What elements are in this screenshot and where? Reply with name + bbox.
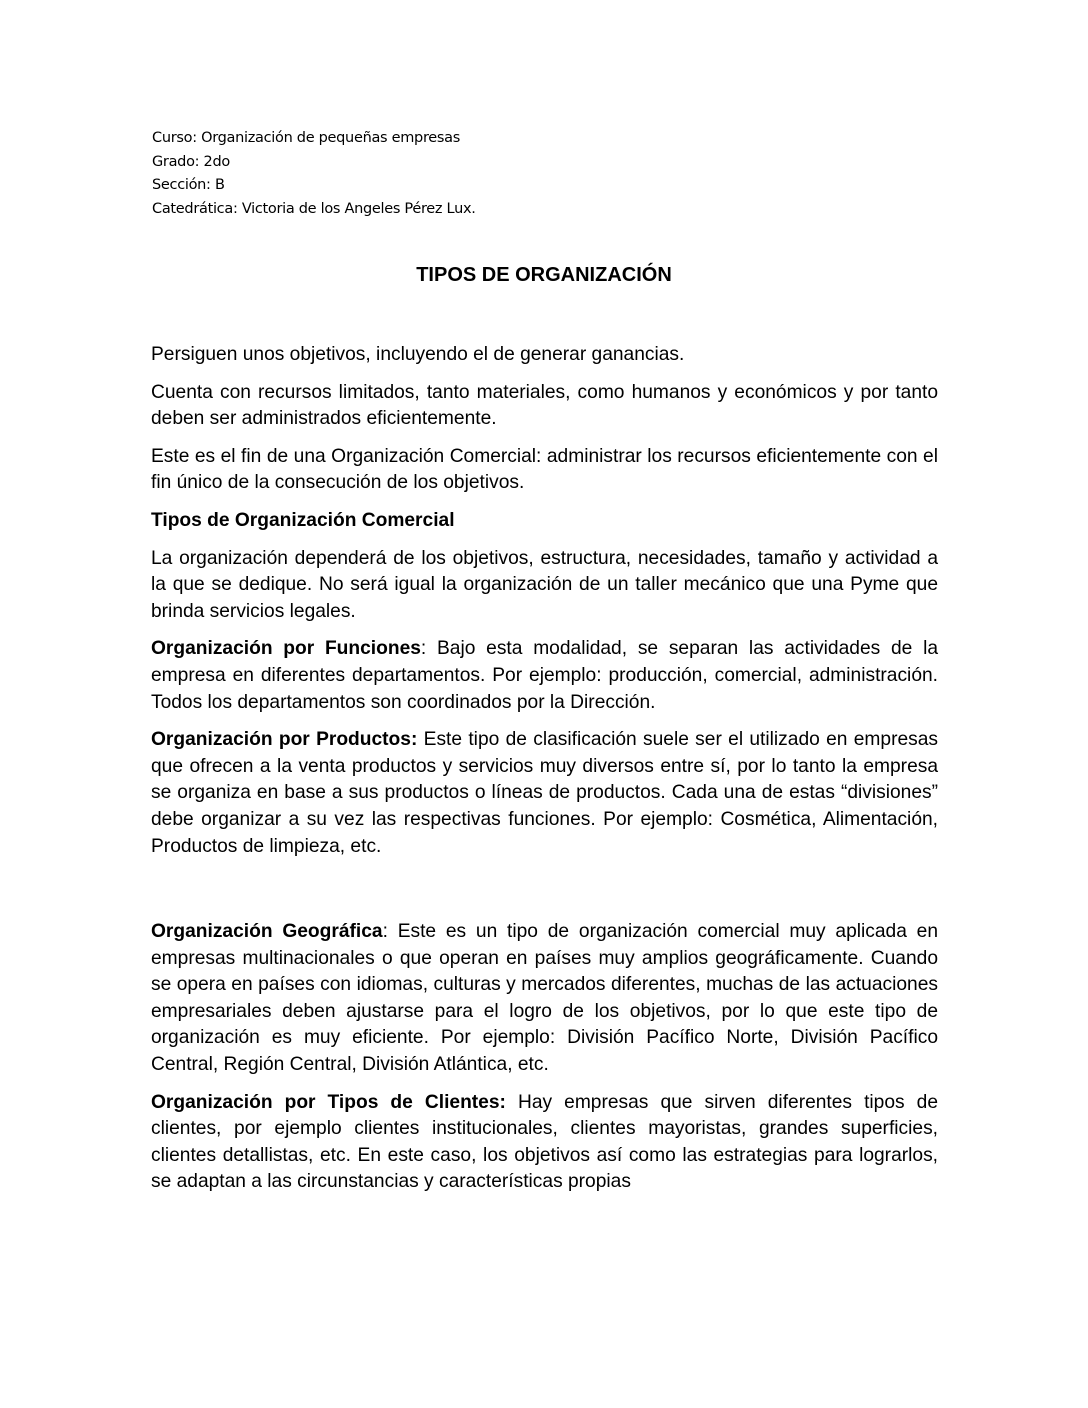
paragraph-resources: Cuenta con recursos limitados, tanto materiales, como humanos y económicos y por tanto deben ser administrados eficientemente. bbox=[151, 381, 938, 430]
blank-spacer bbox=[151, 871, 938, 919]
paragraph-purpose: Este es el fin de una Organización Comercial: administrar los recursos eficientemente con el fin único de la consecución de los objetivos. bbox=[151, 445, 938, 494]
products-text: Este tipo de clasificación suele ser el utilizado en empresas que ofrecen a la venta productos y servicios muy diversos entre sí, por lo tanto la empresa se organiza en base a sus productos o líneas de productos. Cada una de estas “divisiones” debe organizar a su vez las respectivas funciones. Por ejemplo: Cosmética, Alimentación, Productos de limpieza, etc. bbox=[151, 729, 938, 857]
grade-line: Grado: 2do bbox=[152, 153, 230, 170]
document-body bbox=[151, 342, 938, 1207]
clients-label: Organización por Tipos de Clientes: bbox=[151, 1091, 506, 1113]
geographic-text: : Este es un tipo de organización comercial muy aplicada en empresas multinacionales o que operan en países muy amplios geográficamente. Cuando se opera en países con idiomas, culturas y mercados diferentes, muchas de las actuaciones empresariales deben ajustarse para el logro de los objetivos, por lo que este tipo de organización es muy eficiente. Por ejemplo: División Pacífico Norte, División Pacífico Central, Región Central, División Atlántica, etc. bbox=[151, 921, 938, 1076]
products-label: Organización por Productos: bbox=[151, 729, 418, 751]
course-line: Curso: Organización de pequeñas empresas bbox=[152, 130, 461, 146]
paragraph-clients bbox=[151, 1090, 938, 1196]
paragraph-products bbox=[151, 727, 938, 860]
section-line: Sección: B bbox=[152, 177, 225, 193]
functions-text: : Bajo esta modalidad, se separan las actividades de la empresa en diferentes departamentos. Por ejemplo: producción, comercial, administración. Todos los departamentos son coordinados por la Dirección. bbox=[151, 638, 939, 713]
paragraph-geographic bbox=[151, 919, 938, 1079]
clients-text: Hay empresas que sirven diferentes tipos de clientes, por ejemplo clientes institucionales, clientes mayoristas, grandes superficies, clientes detallistas, etc. En este caso, los objetivos así como las estrategias para lograrlos, se adaptan a las circunstancias y características propias bbox=[151, 1091, 939, 1193]
paragraph-objectives: Persiguen unos objetivos, incluyendo el de generar ganancias. bbox=[151, 344, 685, 365]
section-subtitle: Tipos de Organización Comercial bbox=[151, 509, 455, 531]
paragraph-dependence: La organización dependerá de los objetivos, estructura, necesidades, tamaño y actividad a la que se dedique. No será igual la organización de un taller mecánico que una Pyme que brinda servicios legales. bbox=[151, 547, 938, 622]
functions-label: Organización por Funciones bbox=[151, 638, 421, 660]
teacher-line: Catedrática: Victoria de los Angeles Pérez Lux. bbox=[152, 200, 476, 217]
paragraph-functions bbox=[151, 636, 938, 716]
geographic-label: Organización Geográfica bbox=[151, 921, 383, 943]
document-title: TIPOS DE ORGANIZACIÓN bbox=[416, 264, 672, 286]
course-header bbox=[152, 127, 476, 221]
